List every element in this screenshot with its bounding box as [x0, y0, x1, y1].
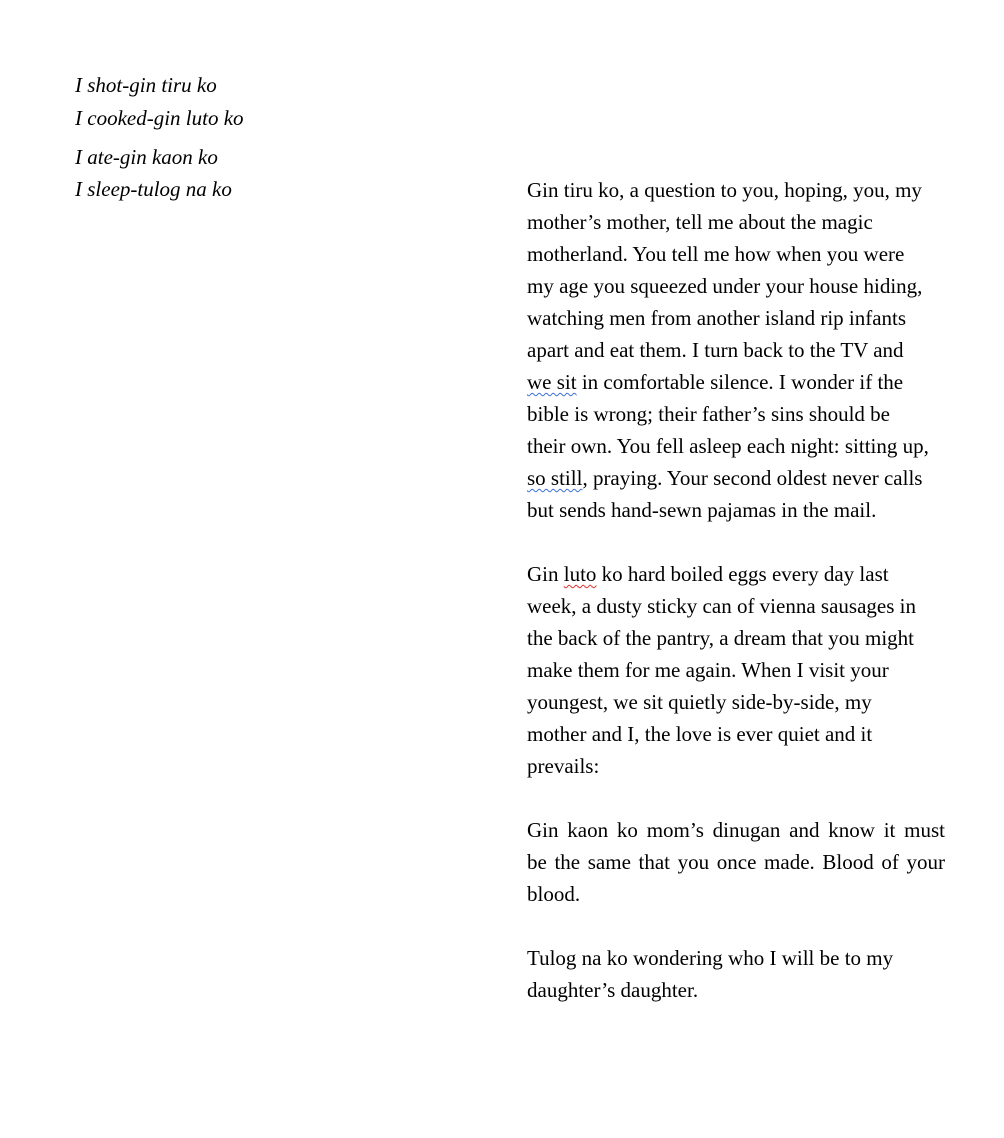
paragraph-line: [527, 462, 945, 494]
epigraph-line: I cooked-gin luto ko: [75, 106, 244, 130]
paragraph-line: [527, 366, 945, 398]
paragraph-line: the back of the pantry, a dream that you might: [527, 626, 915, 650]
paragraph-line: my age you squeezed under your house hiding,: [527, 274, 923, 298]
paragraph-line: week, a dusty sticky can of vienna sausages in: [527, 594, 916, 618]
paragraph-line: make them for me again. When I visit your: [527, 658, 889, 682]
line-text: ko hard boiled eggs every day last: [596, 562, 889, 586]
epigraph-line: I sleep-tulog na ko: [75, 177, 232, 201]
paragraph-line: prevails:: [527, 754, 600, 778]
paragraph-line: Gin kaon ko mom’s dinugan and know it must: [527, 818, 945, 842]
paragraph: [527, 942, 945, 1006]
paragraph-line: bible is wrong; their father’s sins should be: [527, 402, 890, 426]
grammar-flag[interactable]: we sit: [527, 370, 577, 394]
paragraph-line: youngest, we sit quietly side-by-side, my: [527, 690, 872, 714]
paragraph-line: motherland. You tell me how when you were: [527, 242, 905, 266]
paragraph-line: Tulog na ko wondering who I will be to my: [527, 946, 894, 970]
paragraph-line: blood.: [527, 882, 581, 906]
epigraph-line: I ate-gin kaon ko: [75, 145, 218, 169]
paragraph-line: mother and I, the love is ever quiet and it: [527, 722, 873, 746]
paragraph-line: apart and eat them. I turn back to the TV and: [527, 338, 904, 362]
line-text: Gin: [527, 562, 564, 586]
paragraph-line: daughter’s daughter.: [527, 978, 699, 1002]
paragraph-line: but sends hand-sewn pajamas in the mail.: [527, 498, 877, 522]
spelling-flag[interactable]: luto: [563, 562, 597, 586]
paragraph: [527, 174, 945, 526]
line-text: , praying. Your second oldest never calls: [582, 466, 923, 490]
paragraph: [527, 814, 945, 910]
paragraph-line: watching men from another island rip infants: [527, 306, 907, 330]
epigraph-line: I shot-gin tiru ko: [75, 73, 217, 97]
paragraph-line: their own. You fell asleep each night: sitting up,: [527, 434, 929, 458]
paragraph-line: Gin tiru ko, a question to you, hoping, you, my: [527, 178, 922, 202]
paragraph: [527, 558, 945, 782]
paragraph-line: be the same that you once made. Blood of your: [527, 850, 945, 874]
grammar-flag[interactable]: so still: [527, 466, 583, 490]
paragraph-line: mother’s mother, tell me about the magic: [527, 210, 873, 234]
paragraph-line: [527, 558, 945, 590]
line-text: in comfortable silence. I wonder if the: [576, 370, 904, 394]
